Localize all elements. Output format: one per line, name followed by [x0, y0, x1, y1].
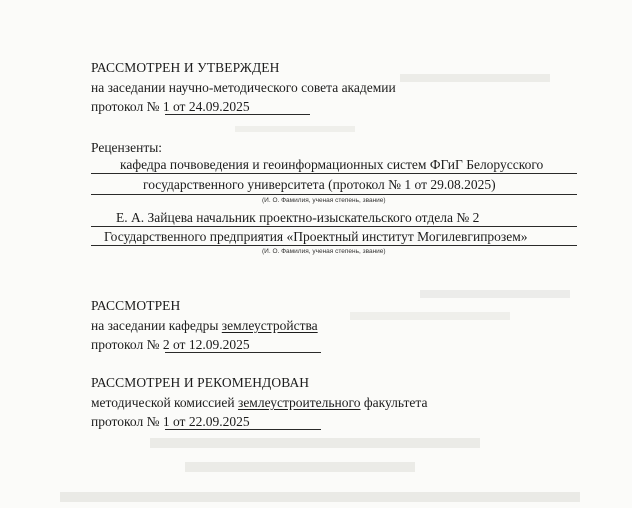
reviewer-1-line-2: государственного университета (протокол № 1 от 29.08.2025) — [143, 177, 496, 192]
protocol-value: 1 от 22.09.2025 — [162, 414, 250, 429]
reviewer-2-line-1: Е. А. Зайцева начальник проектно-изыскательского отдела № 2 — [116, 210, 480, 225]
reviewer-2-line-2: Государственного предприятия «Проектный институт Могилевгипрозем» — [104, 229, 528, 244]
department-protocol-line — [91, 337, 250, 353]
protocol-value: 2 от 12.09.2025 — [162, 337, 250, 352]
reviewer-2-rule-2 — [91, 245, 577, 246]
department-line — [91, 318, 318, 334]
bleed-through-mark — [350, 312, 510, 320]
department-title: РАССМОТРЕН — [91, 298, 181, 313]
commission-protocol-line — [91, 414, 250, 430]
department-prefix: на заседании кафедры — [91, 318, 222, 333]
bleed-through-mark — [420, 290, 570, 298]
reviewer-2-caption: (И. О. Фамилия, ученая степень, звание) — [262, 248, 386, 255]
protocol-underline — [165, 352, 321, 353]
protocol-value: 1 от 24.09.2025 — [162, 99, 250, 114]
protocol-underline — [165, 114, 310, 115]
bleed-through-mark — [400, 74, 550, 82]
reviewer-1-rule-2 — [91, 194, 577, 195]
protocol-underline — [165, 429, 321, 430]
reviewer-1-caption: (И. О. Фамилия, ученая степень, звание) — [262, 197, 386, 204]
reviewer-1-rule-1 — [91, 173, 577, 174]
commission-prefix: методической комиссией — [91, 395, 238, 410]
approval-council-line: на заседании научно-методического совета академии — [91, 80, 396, 95]
protocol-prefix: протокол № — [91, 414, 163, 429]
approval-title: РАССМОТРЕН И УТВЕРЖДЕН — [91, 60, 280, 75]
bleed-through-mark — [60, 492, 580, 502]
department-name: землеустройства — [221, 318, 318, 333]
bleed-through-mark — [150, 438, 480, 448]
reviewer-2-rule-1 — [91, 226, 577, 227]
commission-title: РАССМОТРЕН И РЕКОМЕНДОВАН — [91, 375, 310, 390]
commission-line — [91, 395, 427, 411]
approval-protocol-line — [91, 99, 250, 115]
bleed-through-mark — [185, 462, 415, 472]
protocol-prefix: протокол № — [91, 337, 163, 352]
bleed-through-mark — [235, 126, 355, 132]
protocol-prefix: протокол № — [91, 99, 163, 114]
commission-suffix: факультета — [360, 395, 428, 410]
reviewers-title: Рецензенты: — [91, 140, 163, 155]
reviewer-1-line-1: кафедра почвоведения и геоинформационных систем ФГиГ Белорусского — [120, 157, 544, 172]
faculty-name: землеустроительного — [237, 395, 361, 410]
